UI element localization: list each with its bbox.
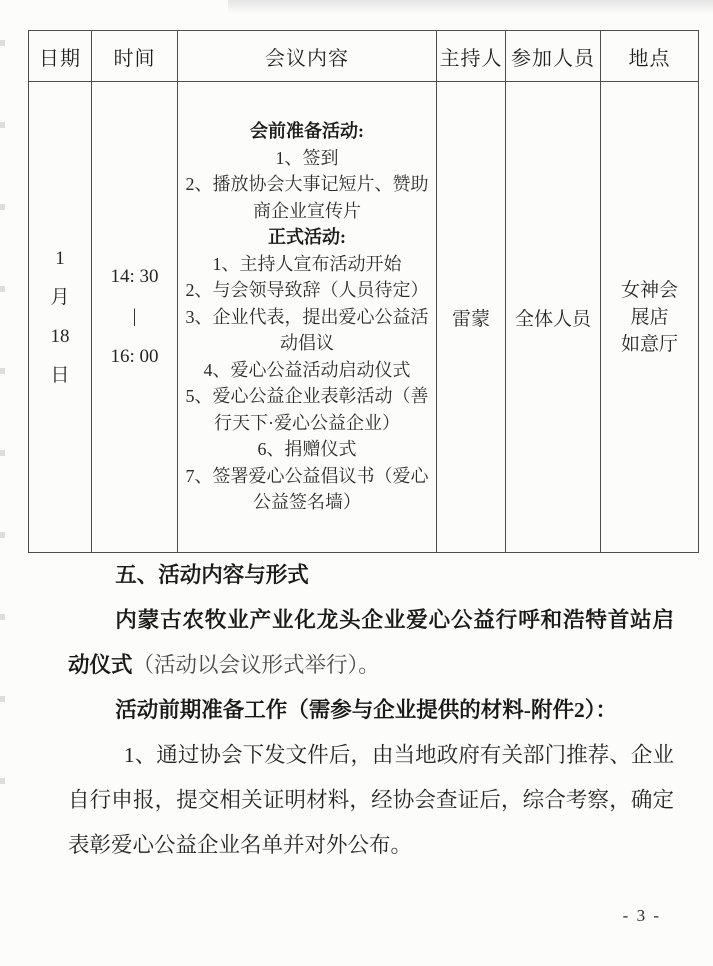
date-cell	[29, 82, 92, 553]
content-line: 正式活动:	[268, 227, 346, 248]
content-line: 5、爱心公益企业表彰活动（善	[185, 386, 429, 407]
content-line: 公益签名墙）	[253, 492, 361, 513]
content-line: 1、签到	[275, 147, 339, 168]
time-line: |	[132, 306, 137, 327]
location-line: 展店	[630, 306, 669, 328]
date-line: 1	[55, 248, 65, 269]
table-row	[29, 82, 699, 553]
content-line: 会前准备活动:	[250, 121, 364, 142]
header-cell-participants: 参加人员	[506, 31, 601, 82]
content-line: 商企业宣传片	[253, 200, 361, 221]
participants-cell: 全体人员	[506, 82, 601, 553]
content-line: 行天下·爱心公益企业）	[214, 412, 400, 433]
time-line: 16: 00	[110, 346, 159, 367]
content-line: 2、播放协会大事记短片、赞助	[185, 174, 429, 195]
content-line: 4、爱心公益活动启动仪式	[203, 359, 411, 380]
section-heading: 五、活动内容与形式	[115, 563, 309, 587]
date-line: 月	[50, 287, 70, 308]
body-text-block	[68, 553, 674, 868]
paragraph-main-text: 内蒙古农牧业产业化龙头企业爱心公益行呼和浩特首站启动仪式	[68, 608, 674, 677]
location-line: 女神会	[620, 279, 678, 301]
time-line: 14: 30	[110, 266, 159, 287]
content-line: 2、与会领导致辞（人员待定）	[185, 280, 429, 301]
location-line: 如意厅	[620, 333, 678, 355]
paragraph-launch-ceremony	[68, 598, 674, 688]
content-line: 6、捐赠仪式	[257, 439, 357, 460]
content-line: 3、企业代表，提出爱心公益活	[185, 306, 429, 327]
table-header-row	[29, 31, 699, 82]
paragraph-note-text: （活动以会议形式举行）。	[132, 653, 380, 677]
paragraph-item-1: 1、通过协会下发文件后，由当地政府有关部门推荐、企业自行申报，提交相关证明材料，经协会查证后，综合考察，确定表彰爱心公益企业名单并对外公布。	[68, 743, 674, 857]
header-cell-host: 主持人	[437, 31, 506, 82]
content-line: 动倡议	[280, 333, 334, 354]
content-line: 1、主持人宣布活动开始	[212, 253, 402, 274]
page-number: - 3 -	[622, 906, 661, 925]
header-cell-time: 时间	[92, 31, 178, 82]
scan-artifact-band	[228, 0, 713, 14]
date-line: 18	[50, 326, 70, 347]
host-cell: 雷蒙	[437, 82, 506, 553]
scan-artifact-left-noise	[0, 40, 5, 800]
location-cell	[601, 82, 699, 553]
header-cell-content: 会议内容	[178, 31, 437, 82]
time-cell	[92, 82, 178, 553]
prep-work-heading: 活动前期准备工作（需参与企业提供的材料-附件2）：	[115, 698, 617, 722]
meeting-schedule-table	[28, 30, 699, 553]
content-line: 7、签署爱心公益倡议书（爱心	[185, 465, 429, 486]
meeting-content-cell	[178, 82, 437, 553]
header-cell-date: 日期	[29, 31, 92, 82]
header-cell-location: 地点	[601, 31, 699, 82]
date-line: 日	[50, 365, 70, 386]
